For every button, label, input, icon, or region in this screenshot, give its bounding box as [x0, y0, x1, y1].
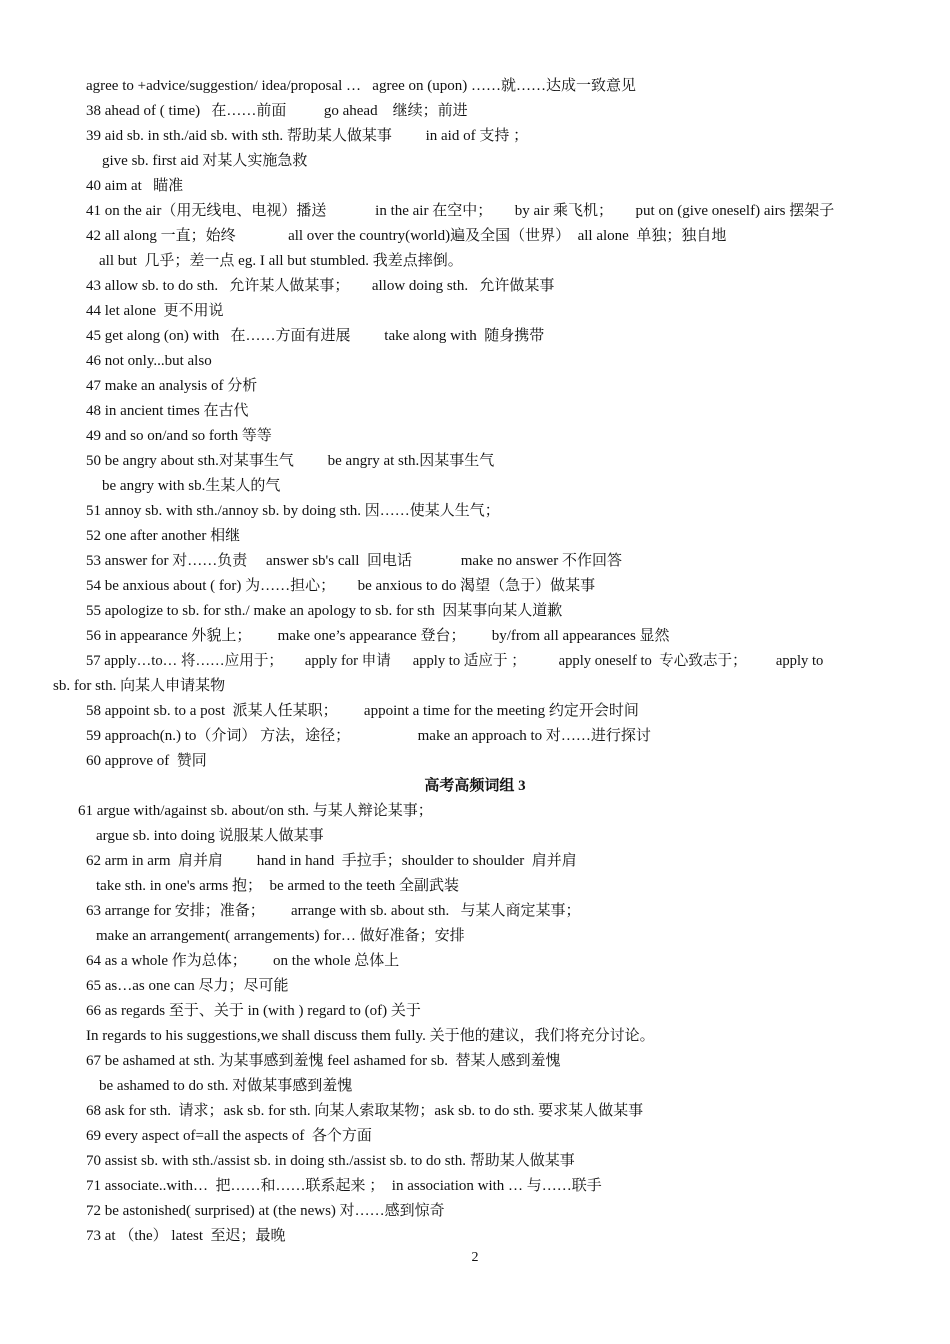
text-line: 58 appoint sb. to a post 派某人任某职； appoint a time for the meeting 约定开会时间	[86, 703, 639, 719]
text-line: 54 be anxious about ( for) 为……担心； be anxious to do 渴望（急于）做某事	[86, 578, 596, 594]
text-line: 50 be angry about sth.对某事生气 be angry at sth.因某事生气	[86, 453, 495, 469]
text-line: agree to +advice/suggestion/ idea/proposal … agree on (upon) ……就……达成一致意见	[86, 78, 637, 94]
text-line: 63 arrange for 安排；准备； arrange with sb. about sth. 与某人商定某事；	[86, 903, 581, 919]
text-line: 55 apologize to sb. for sth./ make an apology to sb. for sth 因某事向某人道歉	[86, 603, 563, 619]
text-line: 40 aim at 瞄准	[86, 178, 184, 194]
text-line: all but 几乎；差一点 eg. I all but stumbled. 我差点摔倒。	[99, 253, 463, 269]
text-line: 53 answer for 对……负责 answer sb's call 回电话 make no answer 不作回答	[86, 553, 622, 569]
text-line: 52 one after another 相继	[86, 528, 241, 544]
text-line: take sth. in one's arms 抱； be armed to the teeth 全副武装	[96, 878, 460, 894]
text-line: 61 argue with/against sb. about/on sth. 与某人辩论某事；	[78, 803, 433, 819]
text-line: 51 annoy sb. with sth./annoy sb. by doing sth. 因……使某人生气；	[86, 503, 500, 519]
text-line: 56 in appearance 外貌上； make one’s appearance 登台； by/from all appearances 显然	[86, 628, 670, 644]
text-line: 49 and so on/and so forth 等等	[86, 428, 272, 444]
text-line: 68 ask for sth. 请求；ask sb. for sth. 向某人索取某物；ask sb. to do sth. 要求某人做某事	[86, 1103, 644, 1119]
text-line: 48 in ancient times 在古代	[86, 403, 249, 419]
text-line: be ashamed to do sth. 对做某事感到羞愧	[99, 1078, 353, 1094]
text-line: 64 as a whole 作为总体； on the whole 总体上	[86, 953, 400, 969]
page-number: 2	[471, 1250, 479, 1265]
text-line: 72 be astonished( surprised) at (the news) 对……感到惊奇	[86, 1203, 445, 1219]
text-line: argue sb. into doing 说服某人做某事	[96, 828, 324, 844]
text-line: 69 every aspect of=all the aspects of 各个方面	[86, 1128, 372, 1144]
text-line: 73 at （the） latest 至迟；最晚	[86, 1228, 286, 1244]
text-line: sb. for sth. 向某人申请某物	[53, 678, 226, 694]
text-line: 38 ahead of ( time) 在……前面 go ahead 继续；前进	[86, 103, 468, 119]
text-line: In regards to his suggestions,we shall discuss them fully. 关于他的建议，我们将充分讨论。	[86, 1028, 655, 1044]
text-line: 45 get along (on) with 在……方面有进展 take along with 随身携带	[86, 328, 545, 344]
text-line: 66 as regards 至于、关于 in (with ) regard to (of) 关于	[86, 1003, 421, 1019]
text-line: make an arrangement( arrangements) for… 做好准备；安排	[96, 928, 465, 944]
text-line: 42 all along 一直；始终 all over the country(world)遍及全国（世界） all alone 单独；独自地	[86, 228, 727, 244]
text-line: 62 arm in arm 肩并肩 hand in hand 手拉手；shoulder to shoulder 肩并肩	[86, 853, 577, 869]
text-line: 59 approach(n.) to（介词） 方法，途径； make an approach to 对……进行探讨	[86, 728, 651, 744]
text-line: 44 let alone 更不用说	[86, 303, 224, 319]
text-line: 47 make an analysis of 分析	[86, 378, 258, 394]
text-line: be angry with sb.生某人的气	[102, 478, 281, 494]
text-line: 57 apply…to… 将……应用于； apply for 申请 apply to 适应于 ； apply oneself to 专心致志于； apply to	[86, 653, 824, 669]
text-line: 67 be ashamed at sth. 为某事感到羞愧 feel ashamed for sb. 替某人感到羞愧	[86, 1053, 561, 1069]
text-line: 70 assist sb. with sth./assist sb. in doing sth./assist sb. to do sth. 帮助某人做某事	[86, 1153, 575, 1169]
text-line: 41 on the air（用无线电、电视）播送 in the air 在空中； by air 乘飞机； put on (give oneself) airs 摆架子	[86, 203, 835, 219]
text-line: 60 approve of 赞同	[86, 753, 207, 769]
text-line: 46 not only...but also	[86, 353, 212, 369]
text-line: 65 as…as one can 尽力；尽可能	[86, 978, 289, 994]
text-line: give sb. first aid 对某人实施急救	[102, 153, 308, 169]
text-line: 39 aid sb. in sth./aid sb. with sth. 帮助某人做某事 in aid of 支持 ；	[86, 128, 529, 144]
text-line: 71 associate..with… 把……和……联系起来 ； in association with … 与……联手	[86, 1178, 602, 1194]
text-line: 43 allow sb. to do sth. 允许某人做某事； allow doing sth. 允许做某事	[86, 278, 555, 294]
section-heading: 高考高频词组 3	[424, 778, 526, 794]
